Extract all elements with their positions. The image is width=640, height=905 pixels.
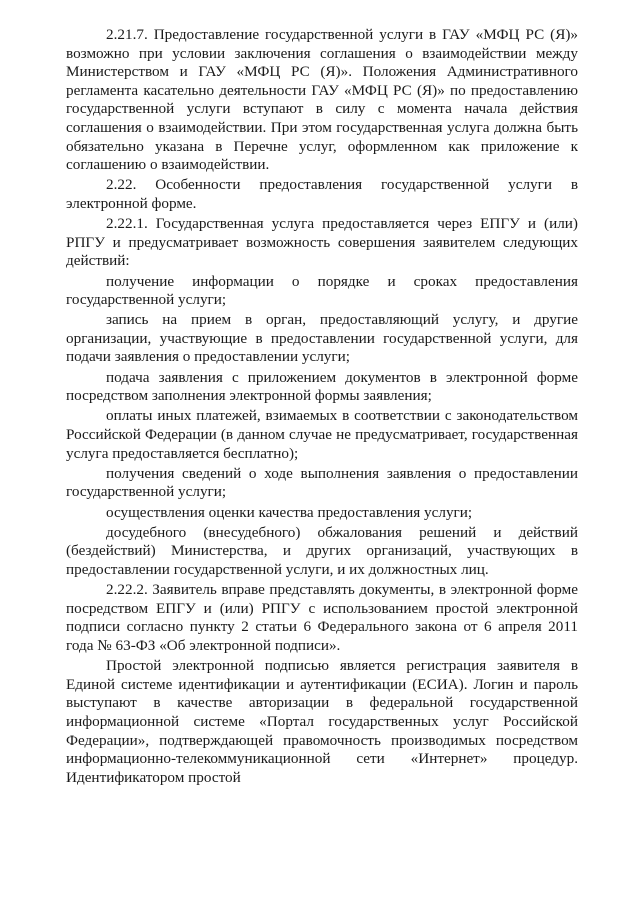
list-item-quality: осуществления оценки качества предоставления услуги;: [106, 503, 473, 521]
list-item-status: получения сведений о ходе выполнения заявления о предоставлении государственной услуги;: [66, 464, 578, 501]
list-item-application: подача заявления с приложением документов в электронной форме посредством заполнения электронной формы заявления;: [66, 368, 578, 405]
paragraph-2-22-2: 2.22.2. Заявитель вправе представлять документы, в электронной форме посредством ЕПГУ и (или) РПГУ с использованием простой электронной подписи согласно пункту 2 статьи 6 Федерального закона от 6 апреля 2011 года № 63-ФЗ «Об электронной подписи».: [66, 581, 578, 654]
list-item-appointment: запись на прием в орган, предоставляющий услугу, и другие организации, участвующие в предоставлении государственной услуги, для подачи заявления о предоставлении услуги;: [66, 311, 578, 366]
paragraph-2-21-7: 2.21.7. Предоставление государственной услуги в ГАУ «МФЦ РС (Я)» возможно при условии заключения соглашения о взаимодействии между Министерством и ГАУ «МФЦ РС (Я)». Положения Административного регламента касательно деятельности ГАУ «МФЦ РС (Я)» по предоставлению государственной услуги вступают в силу с момента начала действия соглашения о взаимодействии. При этом государственная услуга должна быть обязательно указана в Перечне услуг, оформленном как приложение к соглашению о взаимодействии.: [66, 26, 578, 174]
paragraph-2-22-heading: 2.22. Особенности предоставления государственной услуги в электронной форме.: [66, 176, 578, 212]
list-item-payments: оплаты иных платежей, взимаемых в соответствии с законодательством Российской Федерации (в данном случае не предусматривает, государственная услуга предоставляется бесплатно);: [66, 407, 578, 462]
paragraph-2-22-1: 2.22.1. Государственная услуга предоставляется через ЕПГУ и (или) РПГУ и предусматривает возможность совершения заявителем следующих действий:: [66, 215, 578, 270]
list-item-info: получение информации о порядке и сроках предоставления государственной услуги;: [66, 272, 578, 309]
list-item-appeal: досудебного (внесудебного) обжалования решений и действий (бездействий) Министерства, и других организаций, участвующих в предоставлении государственной услуги, и их должностных лиц.: [66, 523, 578, 578]
paragraph-simple-signature: Простой электронной подписью является регистрация заявителя в Единой системе идентификации и аутентификации (ЕСИА). Логин и пароль выступают в качестве авторизации в федеральной государственной информационной системе «Портал государственных услуг Российской Федерации», подтверждающей правомочность производимых посредством информационно-телекоммуникационной сети «Интернет» процедур. Идентификатором простой: [66, 657, 578, 786]
